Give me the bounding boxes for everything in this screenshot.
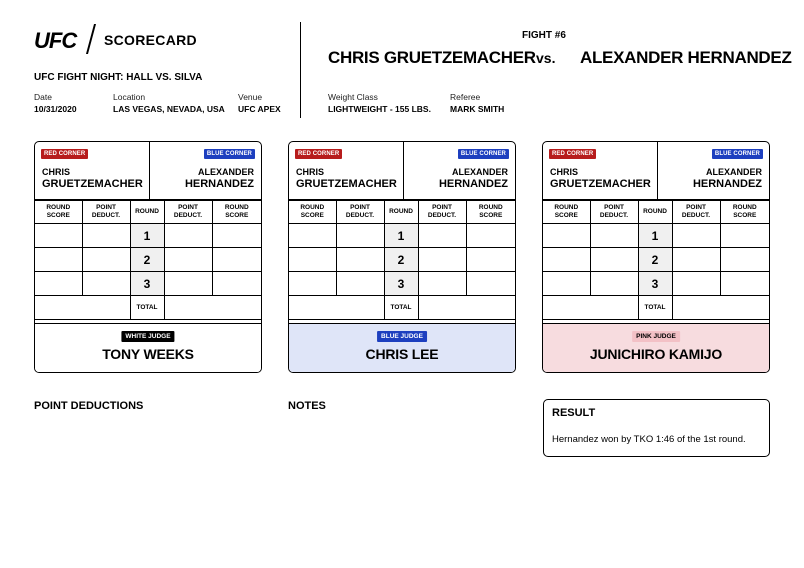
judge-name: TONY WEEKS — [102, 346, 194, 362]
blue-score-cell[interactable] — [212, 224, 261, 248]
fight-number: FIGHT #6 — [522, 30, 566, 41]
blue-deduct-cell[interactable] — [672, 224, 720, 248]
red-deduct-cell[interactable] — [590, 224, 638, 248]
blue-fighter-first-name: ALEXANDER — [451, 167, 508, 177]
score-grid — [289, 200, 515, 320]
weight-class-label: Weight Class — [328, 92, 378, 102]
blue-fighter-first-name: ALEXANDER — [705, 167, 762, 177]
blue-deduct-cell[interactable] — [672, 272, 720, 296]
round-number: 1 — [638, 224, 672, 248]
red-corner-fighter — [296, 166, 397, 190]
judge-area — [289, 323, 515, 373]
red-score-cell[interactable] — [35, 224, 82, 248]
round-header: ROUND — [130, 201, 164, 224]
score-grid-header — [35, 201, 261, 224]
red-score-cell[interactable] — [543, 248, 590, 272]
round-header: ROUND — [384, 201, 418, 224]
fighter-a-name: CHRIS GRUETZEMACHER — [328, 48, 536, 67]
red-point-deduct-header: POINT DEDUCT. — [590, 201, 638, 224]
score-grid — [35, 200, 261, 320]
blue-corner-fighter — [693, 166, 762, 190]
result-title: RESULT — [552, 407, 596, 419]
round-row — [543, 224, 769, 248]
blue-point-deduct-header: POINT DEDUCT. — [418, 201, 466, 224]
blue-fighter-last-name: HERNANDEZ — [692, 178, 762, 190]
red-fighter-first-name: CHRIS — [550, 167, 579, 177]
result-box — [543, 399, 770, 457]
red-point-deduct-header: POINT DEDUCT. — [82, 201, 130, 224]
venue-value: UFC APEX — [238, 104, 281, 114]
red-score-cell[interactable] — [543, 224, 590, 248]
round-number: 3 — [638, 272, 672, 296]
red-deduct-cell[interactable] — [82, 224, 130, 248]
total-row — [289, 296, 515, 320]
red-corner-badge: RED CORNER — [41, 149, 88, 159]
red-round-score-header: ROUND SCORE — [543, 201, 590, 224]
red-round-score-header: ROUND SCORE — [289, 201, 336, 224]
red-fighter-last-name: GRUETZEMACHER — [296, 178, 397, 190]
ufc-logo: UFC — [34, 28, 77, 53]
round-row — [289, 224, 515, 248]
blue-deduct-cell[interactable] — [418, 272, 466, 296]
blue-score-cell[interactable] — [466, 248, 515, 272]
round-row — [289, 248, 515, 272]
blue-score-cell[interactable] — [466, 224, 515, 248]
blue-fighter-last-name: HERNANDEZ — [438, 178, 508, 190]
round-number: 1 — [384, 224, 418, 248]
red-score-cell[interactable] — [35, 272, 82, 296]
round-row — [543, 248, 769, 272]
round-row — [35, 248, 261, 272]
round-header: ROUND — [638, 201, 672, 224]
round-number: 3 — [130, 272, 164, 296]
versus-label: vs. — [536, 50, 556, 66]
fighter-b-name: ALEXANDER HERNANDEZ — [580, 48, 792, 67]
round-number: 1 — [130, 224, 164, 248]
blue-score-cell[interactable] — [212, 248, 261, 272]
blue-deduct-cell[interactable] — [672, 248, 720, 272]
blue-score-cell[interactable] — [720, 224, 769, 248]
blue-deduct-cell[interactable] — [418, 248, 466, 272]
round-row — [289, 272, 515, 296]
red-round-score-header: ROUND SCORE — [35, 201, 82, 224]
total-row — [543, 296, 769, 320]
location-label: Location — [113, 92, 146, 102]
weight-class-value: LIGHTWEIGHT - 155 LBS. — [328, 104, 431, 114]
blue-point-deduct-header: POINT DEDUCT. — [672, 201, 720, 224]
blue-corner-header — [150, 142, 261, 200]
red-score-cell[interactable] — [543, 272, 590, 296]
venue-label: Venue — [238, 92, 263, 102]
red-score-cell[interactable] — [289, 272, 336, 296]
event-name: UFC FIGHT NIGHT: HALL VS. SILVA — [34, 72, 203, 83]
blue-round-score-header: ROUND SCORE — [212, 201, 261, 224]
red-corner-header — [289, 142, 404, 200]
judge-badge: WHITE JUDGE — [121, 331, 174, 342]
blue-round-score-header: ROUND SCORE — [720, 201, 769, 224]
blue-corner-fighter — [185, 166, 254, 190]
red-deduct-cell[interactable] — [336, 272, 384, 296]
judge-area — [35, 323, 261, 373]
red-total-cell[interactable] — [35, 296, 130, 320]
blue-fighter-first-name: ALEXANDER — [197, 167, 254, 177]
red-corner-header — [543, 142, 658, 200]
blue-round-score-header: ROUND SCORE — [466, 201, 515, 224]
red-point-deduct-header: POINT DEDUCT. — [336, 201, 384, 224]
red-deduct-cell[interactable] — [82, 248, 130, 272]
blue-total-cell[interactable] — [418, 296, 515, 320]
red-deduct-cell[interactable] — [82, 272, 130, 296]
blue-corner-badge: BLUE CORNER — [712, 149, 763, 159]
round-number: 3 — [384, 272, 418, 296]
judge-scorecard-1 — [34, 141, 262, 373]
total-label: TOTAL — [384, 296, 418, 320]
blue-score-cell[interactable] — [212, 272, 261, 296]
blue-corner-badge: BLUE CORNER — [204, 149, 255, 159]
blue-deduct-cell[interactable] — [164, 248, 212, 272]
judge-scorecard-3 — [542, 141, 770, 373]
blue-deduct-cell[interactable] — [164, 272, 212, 296]
blue-corner-fighter — [439, 166, 508, 190]
blue-corner-header — [658, 142, 769, 200]
round-row — [543, 272, 769, 296]
red-corner-header — [35, 142, 150, 200]
blue-total-cell[interactable] — [672, 296, 769, 320]
referee-value: MARK SMITH — [450, 104, 505, 114]
total-label: TOTAL — [130, 296, 164, 320]
header-divider — [300, 22, 301, 118]
judge-area — [543, 323, 769, 373]
total-row — [35, 296, 261, 320]
score-grid — [543, 200, 769, 320]
blue-deduct-cell[interactable] — [418, 224, 466, 248]
round-number: 2 — [384, 248, 418, 272]
red-fighter-last-name: GRUETZEMACHER — [42, 178, 143, 190]
red-score-cell[interactable] — [289, 224, 336, 248]
red-score-cell[interactable] — [289, 248, 336, 272]
round-number: 2 — [638, 248, 672, 272]
red-corner-badge: RED CORNER — [295, 149, 342, 159]
score-grid-header — [543, 201, 769, 224]
red-fighter-first-name: CHRIS — [296, 167, 325, 177]
round-row — [35, 272, 261, 296]
blue-total-cell[interactable] — [164, 296, 261, 320]
notes-heading: NOTES — [288, 400, 326, 412]
judge-badge: PINK JUDGE — [632, 331, 680, 342]
red-total-cell[interactable] — [543, 296, 638, 320]
judge-scorecard-2 — [288, 141, 516, 373]
blue-corner-header — [404, 142, 515, 200]
red-corner-fighter — [550, 166, 651, 190]
round-number: 2 — [130, 248, 164, 272]
blue-deduct-cell[interactable] — [164, 224, 212, 248]
red-score-cell[interactable] — [35, 248, 82, 272]
blue-score-cell[interactable] — [720, 272, 769, 296]
judge-name: JUNICHIRO KAMIJO — [589, 346, 723, 362]
red-deduct-cell[interactable] — [590, 272, 638, 296]
score-grid-header — [289, 201, 515, 224]
total-label: TOTAL — [638, 296, 672, 320]
red-corner-badge: RED CORNER — [549, 149, 596, 159]
blue-score-cell[interactable] — [466, 272, 515, 296]
blue-point-deduct-header: POINT DEDUCT. — [164, 201, 212, 224]
blue-corner-badge: BLUE CORNER — [458, 149, 509, 159]
scorecard-title: SCORECARD — [104, 32, 197, 48]
logo-divider — [86, 24, 96, 54]
red-deduct-cell[interactable] — [336, 248, 384, 272]
result-text: Hernandez won by TKO 1:46 of the 1st round. — [552, 434, 746, 445]
red-deduct-cell[interactable] — [590, 248, 638, 272]
red-corner-fighter — [42, 166, 143, 190]
location-value: LAS VEGAS, NEVADA, USA — [113, 104, 225, 114]
judge-name: CHRIS LEE — [365, 346, 439, 362]
date-label: Date — [34, 92, 52, 102]
red-fighter-first-name: CHRIS — [42, 167, 71, 177]
referee-label: Referee — [450, 92, 481, 102]
judge-badge: BLUE JUDGE — [377, 331, 427, 342]
round-row — [35, 224, 261, 248]
red-deduct-cell[interactable] — [336, 224, 384, 248]
blue-score-cell[interactable] — [720, 248, 769, 272]
red-total-cell[interactable] — [289, 296, 384, 320]
date-value: 10/31/2020 — [34, 104, 77, 114]
blue-fighter-last-name: HERNANDEZ — [184, 178, 254, 190]
red-fighter-last-name: GRUETZEMACHER — [550, 178, 651, 190]
point-deductions-heading: POINT DEDUCTIONS — [34, 400, 144, 412]
